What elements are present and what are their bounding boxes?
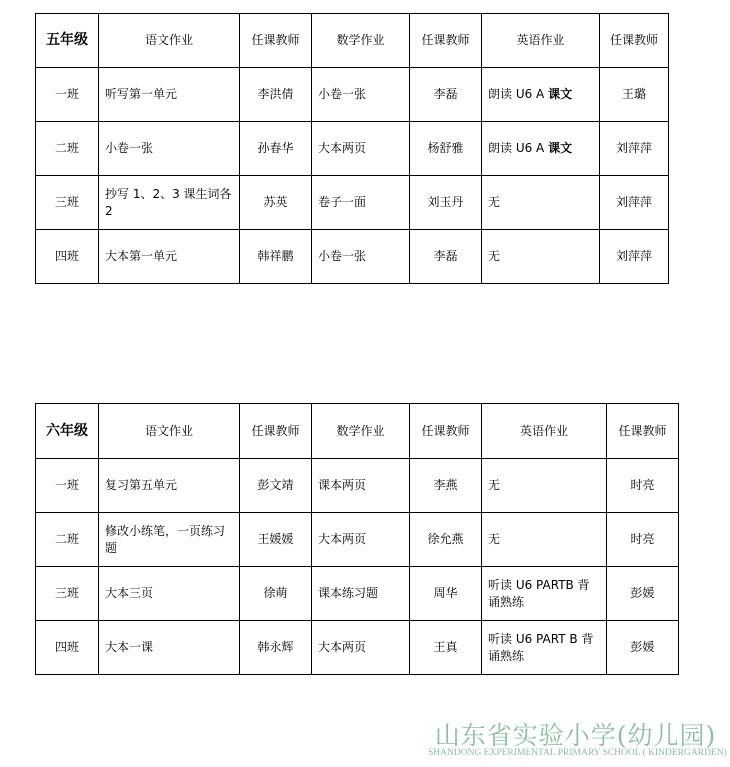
chinese-homework: 小卷一张 [99, 122, 240, 176]
english-homework [482, 122, 600, 176]
grade6-grade-label: 六年级 [36, 404, 99, 459]
chinese-teacher: 苏英 [240, 176, 312, 230]
math-homework: 小卷一张 [312, 230, 410, 284]
chinese-teacher: 韩祥鹏 [240, 230, 312, 284]
table-row [36, 68, 669, 122]
chinese-teacher: 徐萌 [240, 567, 312, 621]
math-teacher: 徐允燕 [410, 513, 482, 567]
english-homework [482, 230, 600, 284]
class-name: 一班 [36, 68, 99, 122]
table-row [36, 621, 679, 675]
chinese-homework: 复习第五单元 [99, 459, 240, 513]
class-name: 四班 [36, 230, 99, 284]
english-homework-keyword: 课文 [548, 141, 573, 155]
english-teacher: 刘萍萍 [600, 122, 669, 176]
chinese-homework-header: 语文作业 [99, 14, 240, 68]
grade5-homework-table [35, 13, 669, 284]
math-homework: 大本两页 [312, 621, 410, 675]
math-homework-header: 数学作业 [312, 14, 410, 68]
chinese-homework: 大本第一单元 [99, 230, 240, 284]
math-teacher: 周华 [410, 567, 482, 621]
english-homework-text: 朗读 U6 A [488, 141, 549, 155]
english-teacher: 彭媛 [607, 621, 679, 675]
class-name: 三班 [36, 567, 99, 621]
math-teacher: 杨舒雅 [410, 122, 482, 176]
english-homework-text: 无 [488, 195, 501, 209]
class-name: 二班 [36, 513, 99, 567]
english-homework-text: 朗读 U6 A [488, 87, 549, 101]
english-teacher: 彭媛 [607, 567, 679, 621]
table-row [36, 122, 669, 176]
chinese-teacher-header: 任课教师 [240, 14, 312, 68]
grade6-homework-table [35, 403, 679, 675]
english-homework [482, 68, 600, 122]
chinese-homework: 抄写 1、2、3 课生词各 2 [99, 176, 240, 230]
grade6-header-row [36, 404, 679, 459]
chinese-homework: 修改小练笔，一页练习题 [99, 513, 240, 567]
math-teacher-header: 任课教师 [410, 14, 482, 68]
table-row [36, 513, 679, 567]
table-row [36, 230, 669, 284]
chinese-homework: 听写第一单元 [99, 68, 240, 122]
class-name: 二班 [36, 122, 99, 176]
math-teacher: 李磊 [410, 230, 482, 284]
english-teacher: 王璐 [600, 68, 669, 122]
table-row [36, 176, 669, 230]
class-name: 三班 [36, 176, 99, 230]
grade5-header-row [36, 14, 669, 68]
math-teacher: 李燕 [410, 459, 482, 513]
class-name: 四班 [36, 621, 99, 675]
chinese-teacher: 韩永辉 [240, 621, 312, 675]
chinese-homework: 大本三页 [99, 567, 240, 621]
english-teacher: 时亮 [607, 459, 679, 513]
table-row [36, 567, 679, 621]
table-row [36, 459, 679, 513]
english-homework-text: 无 [488, 249, 501, 263]
english-homework: 无 [482, 513, 607, 567]
english-teacher: 时亮 [607, 513, 679, 567]
chinese-teacher: 李洪倩 [240, 68, 312, 122]
math-teacher-header: 任课教师 [410, 404, 482, 459]
english-homework-header: 英语作业 [482, 404, 607, 459]
math-teacher: 李磊 [410, 68, 482, 122]
chinese-teacher-header: 任课教师 [240, 404, 312, 459]
math-homework: 课本两页 [312, 459, 410, 513]
grade5-grade-label: 五年级 [36, 14, 99, 68]
school-logo [428, 716, 727, 764]
math-teacher: 王真 [410, 621, 482, 675]
chinese-teacher: 彭文靖 [240, 459, 312, 513]
english-teacher: 刘萍萍 [600, 176, 669, 230]
chinese-homework: 大本一课 [99, 621, 240, 675]
math-teacher: 刘玉丹 [410, 176, 482, 230]
school-logo-english-name: SHANDONG EXPERIMENTAL PRIMARY SCHOOL ( KINDERGARDEN) [428, 748, 727, 758]
english-homework: 无 [482, 459, 607, 513]
class-name: 一班 [36, 459, 99, 513]
math-homework: 小卷一张 [312, 68, 410, 122]
english-homework [482, 176, 600, 230]
english-homework: 听读 U6 PARTB 背诵熟练 [482, 567, 607, 621]
english-homework-header: 英语作业 [482, 14, 600, 68]
math-homework: 大本两页 [312, 513, 410, 567]
school-logo-chinese-name: 山东省实验小学(幼儿园) [434, 721, 717, 750]
english-teacher-header: 任课教师 [600, 14, 669, 68]
english-teacher-header: 任课教师 [607, 404, 679, 459]
chinese-homework-header: 语文作业 [99, 404, 240, 459]
math-homework: 卷子一面 [312, 176, 410, 230]
math-homework: 课本练习题 [312, 567, 410, 621]
english-teacher: 刘萍萍 [600, 230, 669, 284]
english-homework-keyword: 课文 [548, 87, 573, 101]
chinese-teacher: 孙春华 [240, 122, 312, 176]
math-homework-header: 数学作业 [312, 404, 410, 459]
english-homework: 听读 U6 PART B 背诵熟练 [482, 621, 607, 675]
chinese-teacher: 王媛媛 [240, 513, 312, 567]
math-homework: 大本两页 [312, 122, 410, 176]
